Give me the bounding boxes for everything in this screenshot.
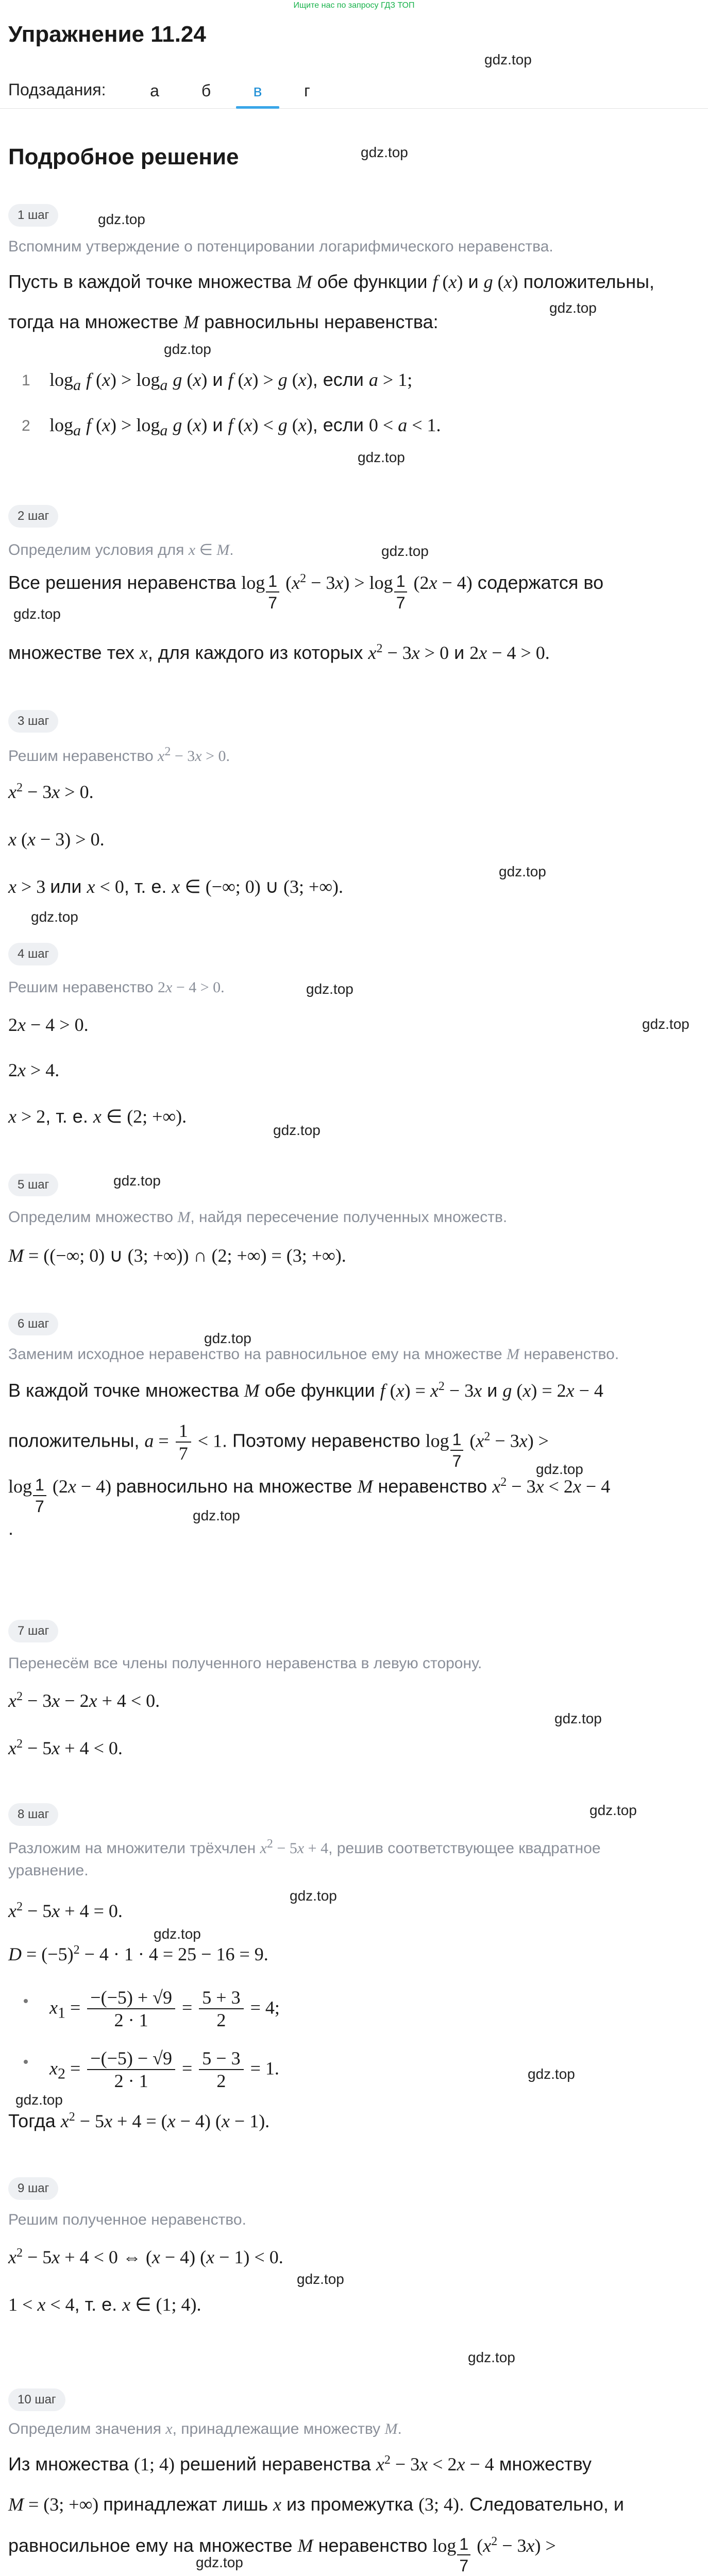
math-line: $x^2 - 5x + 4 = 0$. (8, 1900, 123, 1921)
math-line: Тогда $x^2 - 5x + 4 = (x - 4) (x - 1)$. (8, 2110, 270, 2131)
math-line: $x_1$ = $\frac{-(-5) + √9}{2 \cdot 1}$ = $\frac{5 + 3}{2}$ = 4; (49, 1987, 280, 2030)
step-note: Решим неравенство 2x − 4 > 0. (8, 979, 225, 996)
step-text: Пусть в каждой точке множества M обе функции f (x) и g (x) положительны, (8, 271, 654, 292)
math-line: $x^2 - 5x + 4 < 0$ ⇔ (x − 4) (x − 1) < 0. (8, 2246, 283, 2267)
step-badge: 2 шаг (8, 505, 58, 528)
watermark: gdz.top (196, 2554, 243, 2570)
watermark: gdz.top (549, 300, 597, 316)
watermark: gdz.top (358, 449, 405, 465)
step-text: . (8, 1518, 14, 1539)
step-text: M = (3; +∞) принадлежат лишь x из промежутка (3; 4). Следовательно, и (8, 2494, 624, 2515)
watermark: gdz.top (306, 981, 353, 997)
step-text: В каждой точке множества M обе функции f $(x) = x^2 - 3x$ и g (x) = 2x − 4 (8, 1380, 603, 1401)
watermark: gdz.top (642, 1016, 689, 1032)
step-note: Решим неравенство $x^2 - 3x > 0$. (8, 745, 230, 765)
watermark: gdz.top (98, 211, 145, 227)
step-note: Решим полученное неравенство. (8, 2211, 246, 2228)
step-text: log $\frac{1}{7}$ (2x − 4) равносильно на множестве M неравенство $x^2 - 3x < 2x - 4$ (8, 1476, 611, 1516)
step-note: Вспомним утверждение о потенцировании логарифмического неравенства. (8, 238, 553, 255)
math-line: $x^2 - 3x > 0$. (8, 781, 94, 802)
step-note: Заменим исходное неравенство на равносильное ему на множестве M неравенство. (8, 1346, 619, 1363)
math-line: $x^2 - 3x - 2x + 4 < 0$. (8, 1690, 160, 1711)
subtask-tab-a[interactable]: а (150, 81, 159, 100)
step-badge: 5 шаг (8, 1174, 58, 1196)
step-badge: 4 шаг (8, 943, 58, 965)
step-badge: 6 шаг (8, 1313, 58, 1335)
list-bullet (24, 1999, 28, 2003)
step-badge: 10 шаг (8, 2388, 65, 2411)
watermark: gdz.top (589, 1802, 637, 1818)
watermark: gdz.top (381, 543, 429, 559)
step-text: равносильное ему на множестве M неравенство log $\frac{1}{7}$ $(x^2 - 3x)$ > (8, 2535, 556, 2575)
watermark: gdz.top (31, 909, 78, 925)
math-line: 2x > 4. (8, 1060, 60, 1080)
list-number: 1 (22, 372, 30, 389)
watermark: gdz.top (273, 1122, 321, 1138)
watermark: gdz.top (164, 341, 211, 357)
math-line: $D = (-5)^2 - 4 \cdot 1 \cdot 4 = 25 - 16 = 9$. (8, 1943, 268, 1964)
watermark: gdz.top (554, 1710, 602, 1726)
section-title: Подробное решение (8, 144, 239, 170)
watermark: gdz.top (193, 1507, 240, 1523)
watermark: gdz.top (290, 1888, 337, 1904)
active-tab-indicator (236, 106, 279, 109)
watermark: gdz.top (204, 1330, 251, 1346)
subtask-tab-b[interactable]: б (201, 81, 211, 100)
page-title: Упражнение 11.24 (8, 22, 206, 47)
step-note: Определим значения x, принадлежащие множеству M. (8, 2420, 402, 2437)
top-banner: Ищите нас по запросу ГДЗ ТОП (293, 1, 415, 10)
watermark: gdz.top (113, 1173, 161, 1189)
watermark: gdz.top (484, 52, 532, 67)
math-line: $\log_a f$ $(x) > \log_a g$ (x) и f (x) > g (x), если a > 1; (49, 369, 413, 394)
subtask-tab-v[interactable]: в (253, 81, 262, 100)
step-note: Разложим на множители трёхчлен $x^2 - 5x + 4$, решив соответствующее квадратное (8, 1837, 601, 1857)
step-badge: 9 шаг (8, 2177, 58, 2200)
tabs-divider (0, 108, 708, 109)
watermark: gdz.top (297, 2271, 344, 2287)
watermark: gdz.top (499, 863, 546, 879)
math-line: $\log_a f$ $(x) > \log_a g$ (x) и f (x) < g (x), если 0 < a < 1. (49, 414, 441, 439)
watermark: gdz.top (15, 2092, 63, 2108)
list-bullet (24, 2060, 28, 2064)
math-line: x (x − 3) > 0. (8, 829, 105, 850)
watermark: gdz.top (536, 1461, 583, 1477)
step-note: Перенесём все члены полученного неравенства в левую сторону. (8, 1655, 482, 1672)
math-line: 2x − 4 > 0. (8, 1014, 89, 1035)
step-badge: 8 шаг (8, 1803, 58, 1826)
math-line: $x^2 - 5x + 4 < 0$. (8, 1737, 123, 1758)
watermark: gdz.top (468, 2349, 515, 2365)
math-line: x > 2, т. е. x ∈ (2; +∞). (8, 1106, 187, 1127)
subtasks-label: Подзадания: (8, 80, 106, 99)
step-badge: 3 шаг (8, 710, 58, 733)
step-badge: 7 шаг (8, 1620, 58, 1642)
list-number: 2 (22, 417, 30, 434)
step-text: тогда на множестве M равносильны неравенства: (8, 311, 439, 332)
step-note: Определим условия для x ∈ M. (8, 541, 234, 558)
watermark: gdz.top (361, 144, 408, 160)
subtask-tab-g[interactable]: г (304, 81, 310, 100)
step-text: Из множества (1; 4) решений неравенства $x^2 - 3x < 2x - 4$ множеству (8, 2453, 592, 2475)
watermark: gdz.top (13, 606, 61, 622)
step-badge: 1 шаг (8, 204, 58, 227)
math-line: x > 3 или x < 0, т. е. x ∈ (−∞; 0) ∪ (3; +∞). (8, 876, 343, 897)
math-line: $x_2$ = $\frac{-(-5) - √9}{2 \cdot 1}$ = $\frac{5 - 3}{2}$ = 1. (49, 2048, 279, 2091)
math-line: M = ((−∞; 0) ∪ (3; +∞)) ∩ (2; +∞) = (3; +∞). (8, 1245, 346, 1266)
step-note: Определим множество M, найдя пересечение полученных множеств. (8, 1209, 508, 1226)
math-line: 1 < x < 4, т. е. x ∈ (1; 4). (8, 2294, 201, 2315)
step-text: множестве тех x, для каждого из которых $x^2 - 3x > 0$ и 2x − 4 > 0. (8, 642, 550, 663)
step-text: положительны, a = $\frac{1}{7}$ < 1. Поэтому неравенство log $\frac{1}{7}$ $(x^2 - 3x)$ > (8, 1420, 549, 1470)
watermark: gdz.top (154, 1926, 201, 1942)
step-note: уравнение. (8, 1862, 89, 1879)
watermark: gdz.top (528, 2066, 575, 2082)
step-text: Все решения неравенства log $\frac{1}{7}$ $(x^2 - 3x) > \log$ $\frac{1}{7}$ (2x − 4) содержатся во (8, 572, 604, 612)
